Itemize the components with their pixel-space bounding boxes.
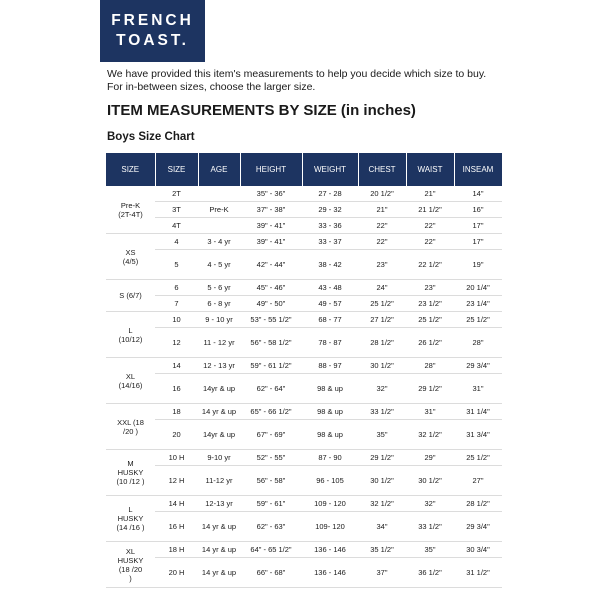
cell-inseam: 28 1/2" bbox=[454, 496, 502, 512]
cell-weight: 98 & up bbox=[302, 420, 358, 450]
header-age: AGE bbox=[198, 153, 240, 186]
size-group-label: M HUSKY (10 /12 ) bbox=[106, 450, 155, 496]
header-inseam: INSEAM bbox=[454, 153, 502, 186]
cell-age: 12-13 yr bbox=[198, 496, 240, 512]
table-row bbox=[106, 358, 502, 374]
cell-inseam: 29 3/4" bbox=[454, 512, 502, 542]
chart-subtitle: Boys Size Chart bbox=[107, 131, 195, 143]
table-row bbox=[106, 542, 502, 558]
cell-chest: 32 1/2" bbox=[358, 496, 406, 512]
cell-inseam: 31 1/2" bbox=[454, 558, 502, 588]
intro-line-2: For in-between sizes, choose the larger size. bbox=[107, 81, 316, 93]
logo-line-2: TOAST. bbox=[116, 32, 189, 49]
header-size-group: SIZE bbox=[106, 153, 155, 186]
cell-chest: 35" bbox=[358, 420, 406, 450]
cell-height: 37" - 38" bbox=[240, 202, 302, 218]
cell-waist: 21 1/2" bbox=[406, 202, 454, 218]
cell-inseam: 19" bbox=[454, 250, 502, 280]
cell-size: 14 H bbox=[155, 496, 198, 512]
cell-chest: 22" bbox=[358, 234, 406, 250]
cell-height: 39" - 41" bbox=[240, 218, 302, 234]
table-row bbox=[106, 218, 502, 234]
cell-size: 14 bbox=[155, 358, 198, 374]
cell-chest: 34" bbox=[358, 512, 406, 542]
cell-inseam: 25 1/2" bbox=[454, 450, 502, 466]
cell-inseam: 23 1/4" bbox=[454, 296, 502, 312]
cell-size: 4 bbox=[155, 234, 198, 250]
cell-chest: 22" bbox=[358, 218, 406, 234]
cell-size: 12 H bbox=[155, 466, 198, 496]
header-weight: WEIGHT bbox=[302, 153, 358, 186]
cell-weight: 136 - 146 bbox=[302, 542, 358, 558]
cell-waist: 29" bbox=[406, 450, 454, 466]
cell-chest: 29 1/2" bbox=[358, 450, 406, 466]
cell-weight: 68 - 77 bbox=[302, 312, 358, 328]
size-group-label: XXL (18 /20 ) bbox=[106, 404, 155, 450]
cell-weight: 109 - 120 bbox=[302, 496, 358, 512]
cell-waist: 32" bbox=[406, 496, 454, 512]
table-row bbox=[106, 250, 502, 280]
cell-waist: 32 1/2" bbox=[406, 420, 454, 450]
cell-waist: 22" bbox=[406, 218, 454, 234]
table-row bbox=[106, 420, 502, 450]
cell-age: 14 yr & up bbox=[198, 512, 240, 542]
cell-size: 16 H bbox=[155, 512, 198, 542]
cell-age: Pre-K bbox=[198, 202, 240, 218]
cell-age: 9-10 yr bbox=[198, 450, 240, 466]
cell-weight: 136 - 146 bbox=[302, 558, 358, 588]
cell-inseam: 16" bbox=[454, 202, 502, 218]
cell-size: 18 H bbox=[155, 542, 198, 558]
cell-age: 14yr & up bbox=[198, 420, 240, 450]
table-row bbox=[106, 186, 502, 202]
cell-weight: 33 - 36 bbox=[302, 218, 358, 234]
cell-size: 16 bbox=[155, 374, 198, 404]
cell-inseam: 27" bbox=[454, 466, 502, 496]
size-group-label: L HUSKY (14 /16 ) bbox=[106, 496, 155, 542]
table-row bbox=[106, 558, 502, 588]
cell-inseam: 31 3/4" bbox=[454, 420, 502, 450]
cell-weight: 27 - 28 bbox=[302, 186, 358, 202]
cell-height: 45" - 46" bbox=[240, 280, 302, 296]
intro-line-1: We have provided this item's measurements to help you decide which size to buy. bbox=[107, 68, 487, 80]
cell-age: 6 - 8 yr bbox=[198, 296, 240, 312]
cell-height: 59" - 61" bbox=[240, 496, 302, 512]
cell-waist: 33 1/2" bbox=[406, 512, 454, 542]
table-row bbox=[106, 374, 502, 404]
cell-age: 11 - 12 yr bbox=[198, 328, 240, 358]
cell-age: 4 - 5 yr bbox=[198, 250, 240, 280]
brand-logo bbox=[100, 0, 205, 62]
cell-chest: 33 1/2" bbox=[358, 404, 406, 420]
cell-weight: 88 - 97 bbox=[302, 358, 358, 374]
size-chart-table bbox=[106, 153, 503, 588]
cell-chest: 32" bbox=[358, 374, 406, 404]
table-row bbox=[106, 234, 502, 250]
size-group-label: Pre-K (2T-4T) bbox=[106, 186, 155, 234]
cell-inseam: 25 1/2" bbox=[454, 312, 502, 328]
cell-weight: 98 & up bbox=[302, 374, 358, 404]
cell-inseam: 20 1/4" bbox=[454, 280, 502, 296]
cell-size: 6 bbox=[155, 280, 198, 296]
cell-age: 5 - 6 yr bbox=[198, 280, 240, 296]
cell-age bbox=[198, 218, 240, 234]
cell-weight: 49 - 57 bbox=[302, 296, 358, 312]
size-group-label: S (6/7) bbox=[106, 280, 155, 312]
cell-waist: 29 1/2" bbox=[406, 374, 454, 404]
cell-height: 66" - 68" bbox=[240, 558, 302, 588]
cell-age bbox=[198, 186, 240, 202]
cell-chest: 27 1/2" bbox=[358, 312, 406, 328]
cell-waist: 30 1/2" bbox=[406, 466, 454, 496]
cell-height: 39" - 41" bbox=[240, 234, 302, 250]
cell-age: 14yr & up bbox=[198, 374, 240, 404]
cell-height: 35" - 36" bbox=[240, 186, 302, 202]
cell-size: 12 bbox=[155, 328, 198, 358]
cell-weight: 109- 120 bbox=[302, 512, 358, 542]
cell-waist: 23 1/2" bbox=[406, 296, 454, 312]
cell-height: 42" - 44" bbox=[240, 250, 302, 280]
size-group-label: XL HUSKY (18 /20 ) bbox=[106, 542, 155, 588]
table-row bbox=[106, 280, 502, 296]
cell-height: 49" - 50" bbox=[240, 296, 302, 312]
header-chest: CHEST bbox=[358, 153, 406, 186]
cell-age: 12 - 13 yr bbox=[198, 358, 240, 374]
cell-inseam: 31 1/4" bbox=[454, 404, 502, 420]
cell-age: 14 yr & up bbox=[198, 558, 240, 588]
cell-weight: 87 - 90 bbox=[302, 450, 358, 466]
cell-age: 3 - 4 yr bbox=[198, 234, 240, 250]
cell-size: 20 bbox=[155, 420, 198, 450]
cell-size: 7 bbox=[155, 296, 198, 312]
cell-age: 9 - 10 yr bbox=[198, 312, 240, 328]
table-row bbox=[106, 328, 502, 358]
cell-waist: 35" bbox=[406, 542, 454, 558]
cell-inseam: 29 3/4" bbox=[454, 358, 502, 374]
cell-height: 62" - 63" bbox=[240, 512, 302, 542]
cell-weight: 96 - 105 bbox=[302, 466, 358, 496]
cell-waist: 36 1/2" bbox=[406, 558, 454, 588]
header-height: HEIGHT bbox=[240, 153, 302, 186]
cell-height: 64" - 65 1/2" bbox=[240, 542, 302, 558]
cell-chest: 23" bbox=[358, 250, 406, 280]
size-group-label: XL (14/16) bbox=[106, 358, 155, 404]
table-row bbox=[106, 312, 502, 328]
cell-size: 5 bbox=[155, 250, 198, 280]
cell-chest: 24" bbox=[358, 280, 406, 296]
size-group-label: L (10/12) bbox=[106, 312, 155, 358]
cell-size: 10 H bbox=[155, 450, 198, 466]
intro-text bbox=[107, 68, 486, 94]
cell-height: 56" - 58" bbox=[240, 466, 302, 496]
cell-weight: 78 - 87 bbox=[302, 328, 358, 358]
size-group-label: XS (4/5) bbox=[106, 234, 155, 280]
table-row bbox=[106, 466, 502, 496]
cell-chest: 28 1/2" bbox=[358, 328, 406, 358]
table-row bbox=[106, 496, 502, 512]
cell-chest: 25 1/2" bbox=[358, 296, 406, 312]
cell-chest: 21" bbox=[358, 202, 406, 218]
cell-inseam: 17" bbox=[454, 218, 502, 234]
cell-weight: 38 - 42 bbox=[302, 250, 358, 280]
cell-weight: 98 & up bbox=[302, 404, 358, 420]
cell-height: 56" - 58 1/2" bbox=[240, 328, 302, 358]
cell-waist: 21" bbox=[406, 186, 454, 202]
cell-waist: 22" bbox=[406, 234, 454, 250]
table-row bbox=[106, 296, 502, 312]
cell-height: 59" - 61 1/2" bbox=[240, 358, 302, 374]
cell-size: 18 bbox=[155, 404, 198, 420]
cell-waist: 23" bbox=[406, 280, 454, 296]
cell-weight: 29 - 32 bbox=[302, 202, 358, 218]
cell-waist: 22 1/2" bbox=[406, 250, 454, 280]
logo-line-1: FRENCH bbox=[111, 12, 194, 29]
cell-chest: 35 1/2" bbox=[358, 542, 406, 558]
cell-height: 52" - 55" bbox=[240, 450, 302, 466]
header-waist: WAIST bbox=[406, 153, 454, 186]
cell-inseam: 30 3/4" bbox=[454, 542, 502, 558]
cell-age: 14 yr & up bbox=[198, 542, 240, 558]
table-row bbox=[106, 450, 502, 466]
cell-height: 67" - 69" bbox=[240, 420, 302, 450]
cell-chest: 30 1/2" bbox=[358, 466, 406, 496]
table-row bbox=[106, 404, 502, 420]
cell-size: 4T bbox=[155, 218, 198, 234]
cell-height: 53" - 55 1/2" bbox=[240, 312, 302, 328]
cell-chest: 30 1/2" bbox=[358, 358, 406, 374]
cell-waist: 28" bbox=[406, 358, 454, 374]
table-row bbox=[106, 512, 502, 542]
cell-weight: 33 - 37 bbox=[302, 234, 358, 250]
cell-age: 14 yr & up bbox=[198, 404, 240, 420]
cell-size: 20 H bbox=[155, 558, 198, 588]
cell-size: 2T bbox=[155, 186, 198, 202]
page-title: ITEM MEASUREMENTS BY SIZE (in inches) bbox=[107, 102, 416, 119]
cell-inseam: 14" bbox=[454, 186, 502, 202]
cell-weight: 43 - 48 bbox=[302, 280, 358, 296]
cell-inseam: 17" bbox=[454, 234, 502, 250]
cell-waist: 25 1/2" bbox=[406, 312, 454, 328]
cell-inseam: 31" bbox=[454, 374, 502, 404]
table-row bbox=[106, 202, 502, 218]
cell-size: 10 bbox=[155, 312, 198, 328]
cell-age: 11-12 yr bbox=[198, 466, 240, 496]
cell-chest: 20 1/2" bbox=[358, 186, 406, 202]
cell-chest: 37" bbox=[358, 558, 406, 588]
cell-height: 65" - 66 1/2" bbox=[240, 404, 302, 420]
cell-size: 3T bbox=[155, 202, 198, 218]
size-chart-body bbox=[106, 186, 502, 588]
cell-inseam: 28" bbox=[454, 328, 502, 358]
header-row bbox=[106, 153, 502, 186]
cell-height: 62" - 64" bbox=[240, 374, 302, 404]
cell-waist: 31" bbox=[406, 404, 454, 420]
cell-waist: 26 1/2" bbox=[406, 328, 454, 358]
header-size: SIZE bbox=[155, 153, 198, 186]
